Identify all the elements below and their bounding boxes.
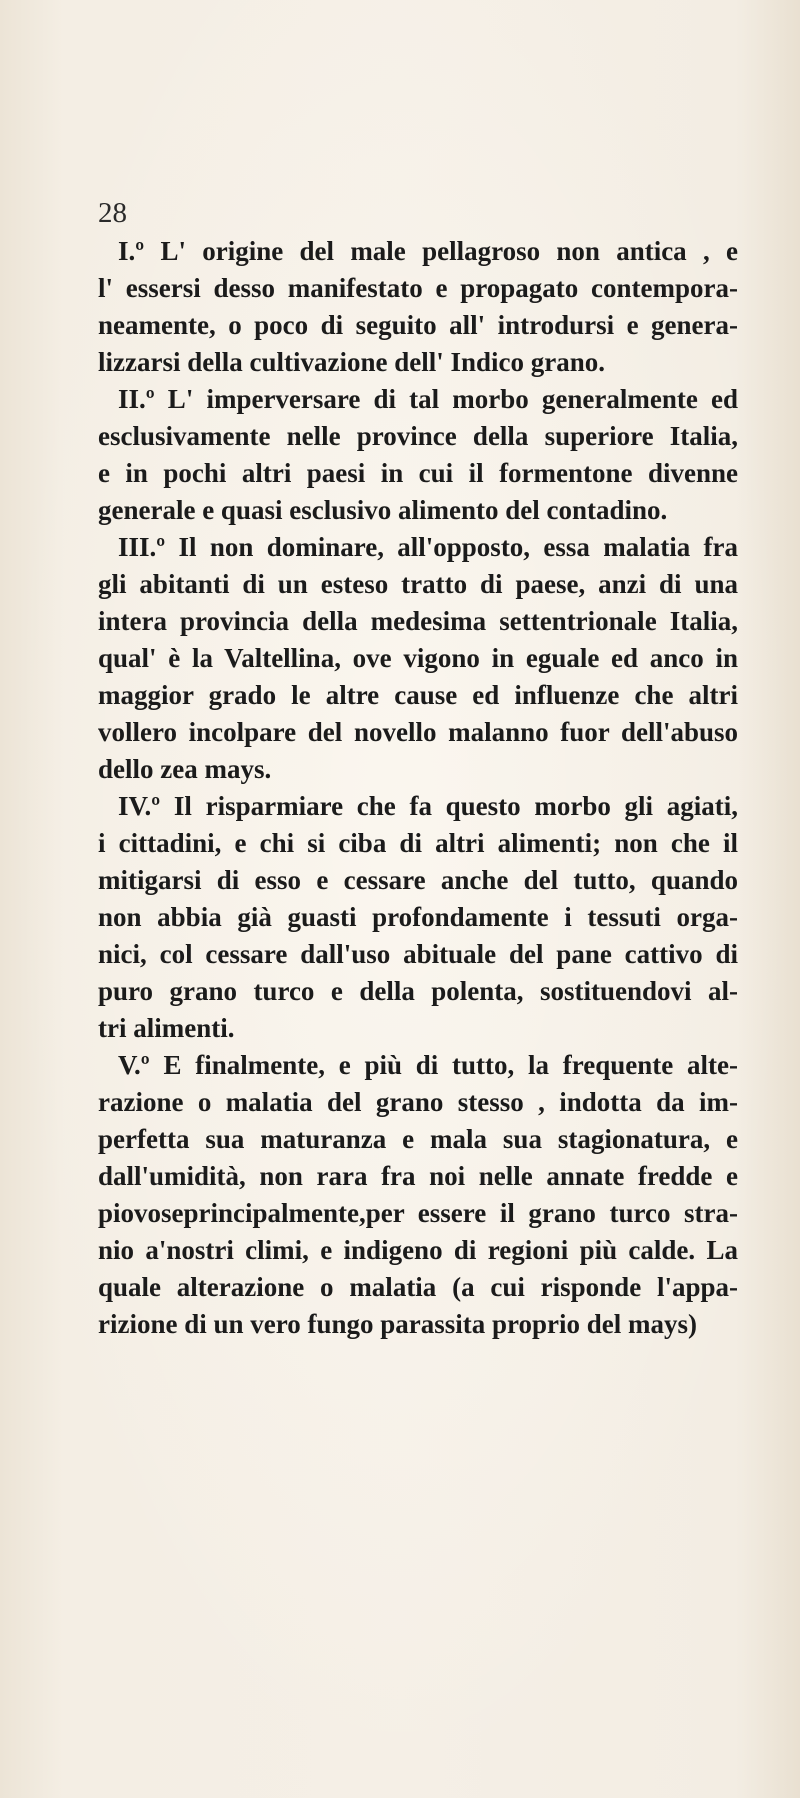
- text-line: III.º Il non dominare, all'opposto, essa malatia fra: [118, 532, 738, 562]
- text-line: vollero incolpare del novello malanno fuor dell'abuso: [98, 717, 738, 747]
- paragraph-5: [98, 1047, 738, 1343]
- text-line: nici, col cessare dall'uso abituale del pane cattivo di: [98, 939, 738, 969]
- text-line: puro grano turco e della polenta, sostituendovi al-: [98, 976, 738, 1006]
- text-line: IV.º Il risparmiare che fa questo morbo gli agiati,: [118, 791, 738, 821]
- text-line: intera provincia della medesima settentrionale Italia,: [98, 606, 738, 636]
- text-line: generale e quasi esclusivo alimento del contadino.: [98, 495, 668, 525]
- text-line: piovoseprincipalmente,per essere il grano turco stra-: [98, 1198, 738, 1228]
- body-text: [98, 233, 738, 1343]
- paragraph-1: [98, 233, 738, 381]
- text-line: razione o malatia del grano stesso , indotta da im-: [98, 1087, 738, 1117]
- text-line: e in pochi altri paesi in cui il formentone divenne: [98, 458, 738, 488]
- text-line: mitigarsi di esso e cessare anche del tutto, quando: [98, 865, 738, 895]
- text-line: nio a'nostri climi, e indigeno di regioni più calde. La: [98, 1235, 738, 1265]
- paragraph-4: [98, 788, 738, 1047]
- text-line: dello zea mays.: [98, 754, 272, 784]
- text-line: perfetta sua maturanza e mala sua stagionatura, e: [98, 1124, 738, 1154]
- text-line: esclusivamente nelle province della superiore Italia,: [98, 421, 738, 451]
- paragraph-2: [98, 381, 738, 529]
- text-line: V.º E finalmente, e più di tutto, la frequente alte-: [118, 1050, 738, 1080]
- text-line: quale alterazione o malatia (a cui risponde l'appa-: [98, 1272, 738, 1302]
- text-line: l' essersi desso manifestato e propagato contempora-: [98, 273, 738, 303]
- text-line: tri alimenti.: [98, 1013, 235, 1043]
- text-line: I.º L' origine del male pellagroso non antica , e: [118, 236, 738, 266]
- text-line: maggior grado le altre cause ed influenze che altri: [98, 680, 738, 710]
- text-line: neamente, o poco di seguito all' introdursi e genera-: [98, 310, 738, 340]
- text-line: i cittadini, e chi si ciba di altri alimenti; non che il: [98, 828, 738, 858]
- text-line: dall'umidità, non rara fra noi nelle annate fredde e: [98, 1161, 738, 1191]
- paragraph-3: [98, 529, 738, 788]
- text-line: non abbia già guasti profondamente i tessuti orga-: [98, 902, 738, 932]
- text-line: lizzarsi della cultivazione dell' Indico grano.: [98, 347, 605, 377]
- text-line: II.º L' imperversare di tal morbo generalmente ed: [118, 384, 738, 414]
- text-line: gli abitanti di un esteso tratto di paese, anzi di una: [98, 569, 738, 599]
- page-number: 28: [98, 197, 127, 229]
- text-line: qual' è la Valtellina, ove vigono in eguale ed anco in: [98, 643, 738, 673]
- text-line: rizione di un vero fungo parassita proprio del mays): [98, 1309, 698, 1339]
